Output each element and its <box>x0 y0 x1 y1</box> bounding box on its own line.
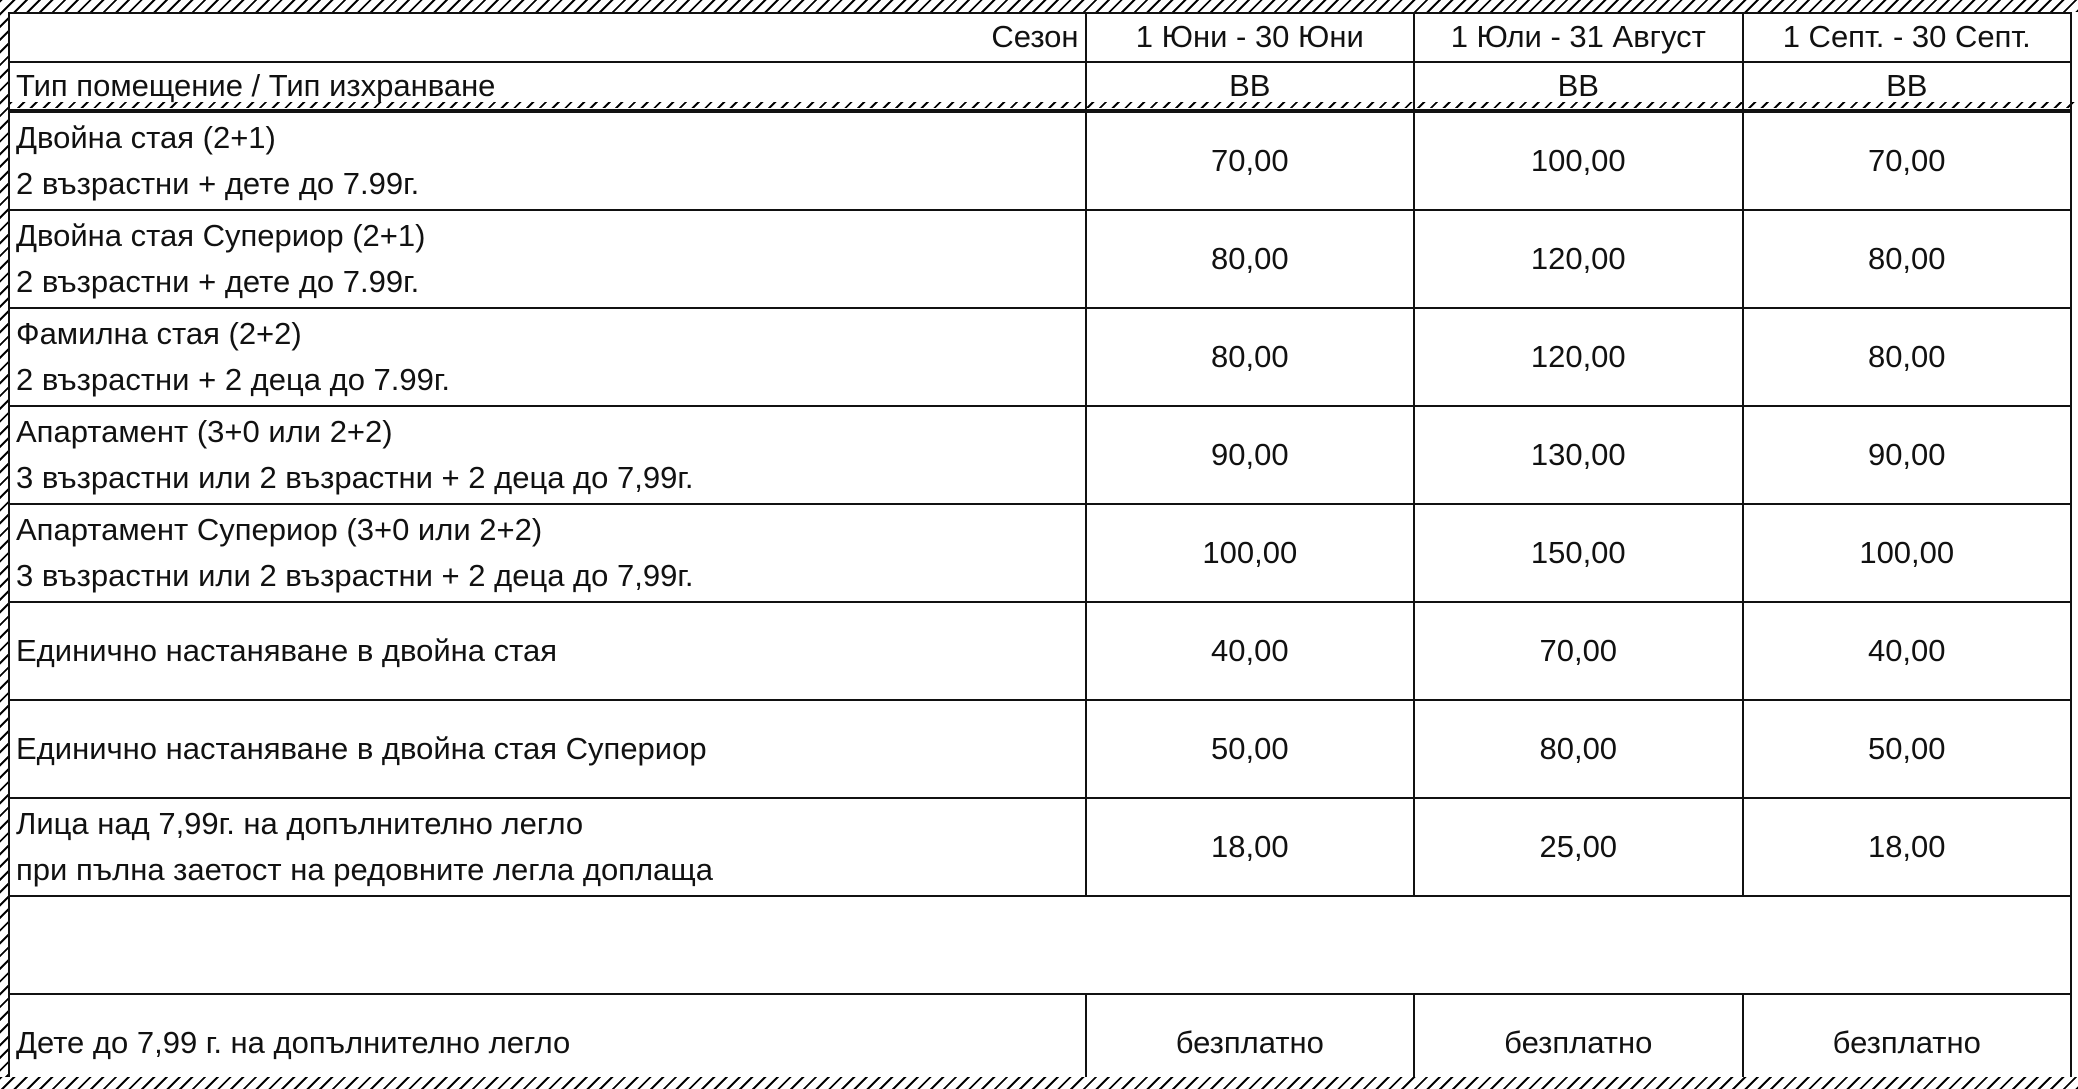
room-name: Апартамент (3+0 или 2+2) <box>16 413 393 449</box>
price-cell: безплатно <box>1414 994 1742 1089</box>
period-2: 1 Юли - 31 Август <box>1414 13 1742 62</box>
hatched-border-bottom <box>0 1077 2078 1089</box>
season-label: Сезон <box>9 13 1086 62</box>
price-cell: 40,00 <box>1086 602 1414 700</box>
price-cell: 150,00 <box>1414 504 1742 602</box>
price-cell: 100,00 <box>1743 504 2072 602</box>
room-type: Единично настаняване в двойна стая Супериор <box>9 700 1086 798</box>
room-occupancy: 2 възрастни + дете до 7.99г. <box>16 166 420 201</box>
price-cell: 50,00 <box>1743 700 2072 798</box>
price-cell: 130,00 <box>1414 406 1742 504</box>
price-cell: 80,00 <box>1086 210 1414 308</box>
season-header-row <box>9 13 2071 62</box>
room-meal-label: Тип помещение / Тип изхранване <box>9 62 1086 112</box>
price-cell: 18,00 <box>1086 798 1414 896</box>
table-row <box>9 406 2071 504</box>
empty-cell <box>9 896 2071 994</box>
table-row <box>9 798 2071 896</box>
table-row <box>9 504 2071 602</box>
room-occupancy: 3 възрастни или 2 възрастни + 2 деца до 7,99г. <box>16 558 694 593</box>
meal-2: BB <box>1414 62 1742 112</box>
room-occupancy: 2 възрастни + 2 деца до 7.99г. <box>16 362 451 397</box>
room-name: Лица над 7,99г. на допълнително легло <box>16 805 584 841</box>
meal-header-row <box>9 62 2071 112</box>
room-type <box>9 308 1086 406</box>
price-table <box>8 12 2072 1089</box>
price-cell: 70,00 <box>1414 602 1742 700</box>
room-type <box>9 504 1086 602</box>
period-1: 1 Юни - 30 Юни <box>1086 13 1414 62</box>
price-cell: 80,00 <box>1743 210 2072 308</box>
room-occupancy: 2 възрастни + дете до 7.99г. <box>16 264 420 299</box>
price-cell: 120,00 <box>1414 210 1742 308</box>
room-name: Двойна стая Супериор (2+1) <box>16 217 426 253</box>
room-name: Двойна стая (2+1) <box>16 119 276 155</box>
table-row <box>9 210 2071 308</box>
table-row <box>9 994 2071 1089</box>
hatched-border-top <box>0 0 2078 12</box>
price-cell: 50,00 <box>1086 700 1414 798</box>
room-name: Фамилна стая (2+2) <box>16 315 302 351</box>
meal-3: BB <box>1743 62 2072 112</box>
price-cell: 80,00 <box>1414 700 1742 798</box>
price-cell: 120,00 <box>1414 308 1742 406</box>
price-cell: 100,00 <box>1414 111 1742 210</box>
price-cell: 25,00 <box>1414 798 1742 896</box>
price-cell: безплатно <box>1086 994 1414 1089</box>
price-cell: 80,00 <box>1086 308 1414 406</box>
price-cell: 80,00 <box>1743 308 2072 406</box>
room-occupancy: при пълна заетост на редовните легла доплаща <box>16 852 714 887</box>
room-type <box>9 798 1086 896</box>
price-cell: 90,00 <box>1086 406 1414 504</box>
price-cell: безплатно <box>1743 994 2072 1089</box>
table-row <box>9 602 2071 700</box>
price-cell: 40,00 <box>1743 602 2072 700</box>
price-cell: 100,00 <box>1086 504 1414 602</box>
price-cell: 70,00 <box>1086 111 1414 210</box>
room-type <box>9 111 1086 210</box>
room-type <box>9 210 1086 308</box>
room-occupancy: 3 възрастни или 2 възрастни + 2 деца до 7,99г. <box>16 460 694 495</box>
meal-1: BB <box>1086 62 1414 112</box>
period-3: 1 Септ. - 30 Септ. <box>1743 13 2072 62</box>
price-cell: 90,00 <box>1743 406 2072 504</box>
empty-row <box>9 896 2071 994</box>
room-type: Единично настаняване в двойна стая <box>9 602 1086 700</box>
table-row <box>9 111 2071 210</box>
table-row <box>9 308 2071 406</box>
room-type <box>9 406 1086 504</box>
room-type: Дете до 7,99 г. на допълнително легло <box>9 994 1086 1089</box>
price-cell: 70,00 <box>1743 111 2072 210</box>
room-name: Апартамент Супериор (3+0 или 2+2) <box>16 511 543 547</box>
table-row <box>9 700 2071 798</box>
price-cell: 18,00 <box>1743 798 2072 896</box>
